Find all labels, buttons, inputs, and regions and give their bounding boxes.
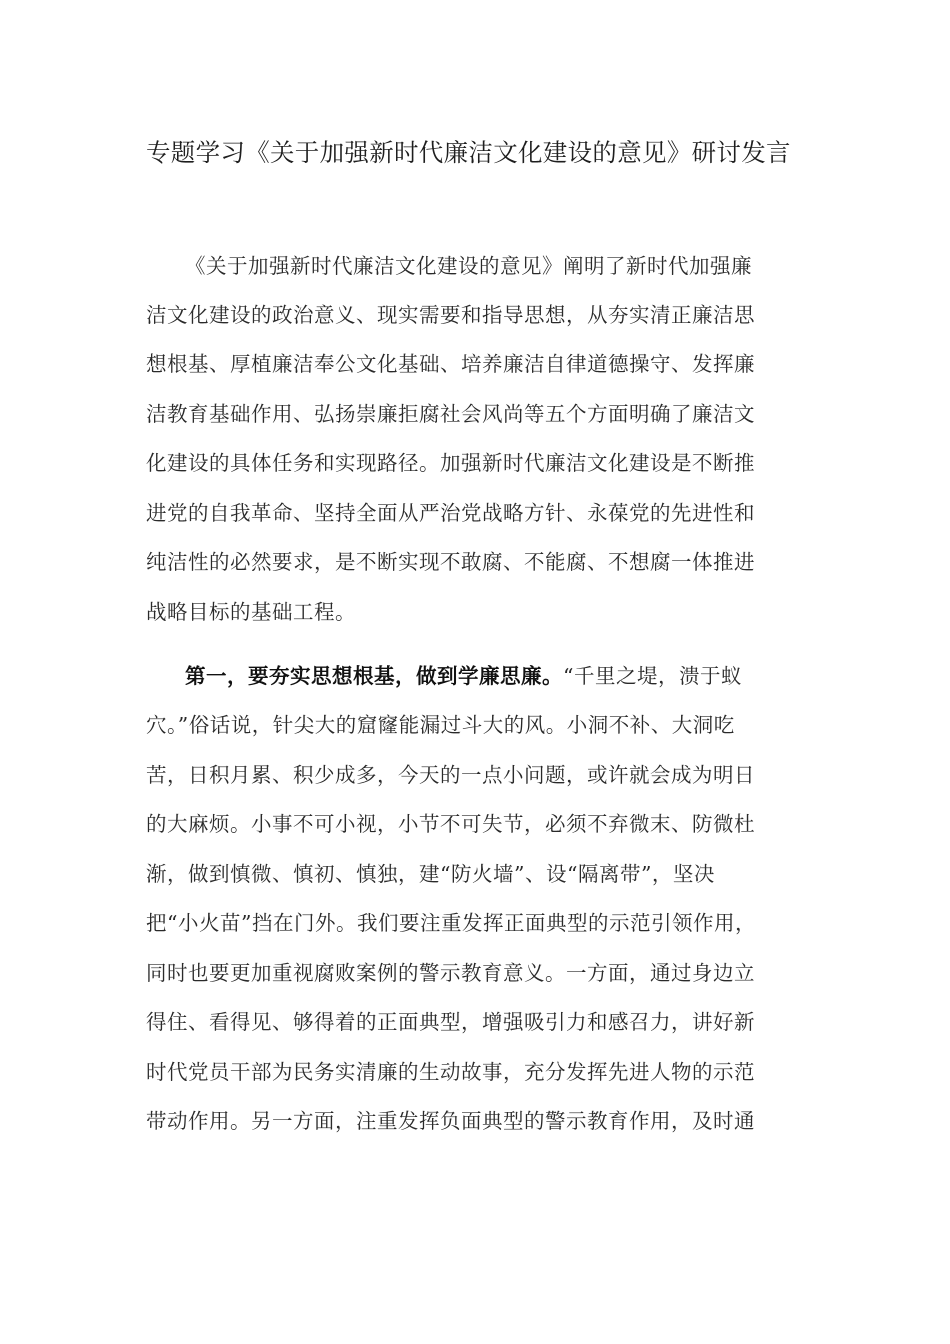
document-title: 专题学习《关于加强新时代廉洁文化建设的意见》研讨发言 xyxy=(146,138,791,167)
paragraph-line: 想根基、厚植廉洁奉公文化基础、培养廉洁自律道德操守、发挥廉 xyxy=(146,352,755,376)
point-heading: 第一，要夯实思想根基，做到学廉思廉。 xyxy=(185,664,563,688)
paragraph-line: 洁文化建设的政治意义、现实需要和指导思想，从夯实清正廉洁思 xyxy=(146,303,755,327)
paragraph-line: 把“小火苗”挡在门外。我们要注重发挥正面典型的示范引领作用， xyxy=(146,911,756,935)
paragraph-line: 的大麻烦。小事不可小视，小节不可失节，必须不弃微末、防微杜 xyxy=(146,812,755,836)
paragraph-line: 纯洁性的必然要求，是不断实现不敢腐、不能腐、不想腐一体推进 xyxy=(146,550,755,574)
paragraph-line: 战略目标的基础工程。 xyxy=(146,600,356,624)
paragraph-line: 得住、看得见、够得着的正面典型，增强吸引力和感召力，讲好新 xyxy=(146,1010,755,1034)
paragraph-line: 同时也要更加重视腐败案例的警示教育意义。一方面，通过身边立 xyxy=(146,961,755,985)
paragraph-first-line xyxy=(185,651,742,701)
paragraph-line: 《关于加强新时代廉洁文化建设的意见》阐明了新时代加强廉 xyxy=(185,254,752,278)
paragraph-line: 带动作用。另一方面，注重发挥负面典型的警示教育作用，及时通 xyxy=(146,1109,755,1133)
paragraph-line: 化建设的具体任务和实现路径。加强新时代廉洁文化建设是不断推 xyxy=(146,451,755,475)
paragraph-line: 进党的自我革命、坚持全面从严治党战略方针、永葆党的先进性和 xyxy=(146,501,755,525)
paragraph-line: 时代党员干部为民务实清廉的生动故事，充分发挥先进人物的示范 xyxy=(146,1060,755,1084)
paragraph-line: 苦，日积月累、积少成多，今天的一点小问题，或许就会成为明日 xyxy=(146,763,755,787)
paragraph-line: 穴。”俗话说，针尖大的窟窿能漏过斗大的风。小洞不补、大洞吃 xyxy=(146,713,735,737)
paragraph-line: 渐，做到慎微、慎初、慎独，建“防火墙”、设“隔离带”，坚决 xyxy=(146,862,715,886)
paragraph-line-rest: “千里之堤，溃于蚁 xyxy=(563,664,742,688)
paragraph-line: 洁教育基础作用、弘扬崇廉拒腐社会风尚等五个方面明确了廉洁文 xyxy=(146,402,755,426)
